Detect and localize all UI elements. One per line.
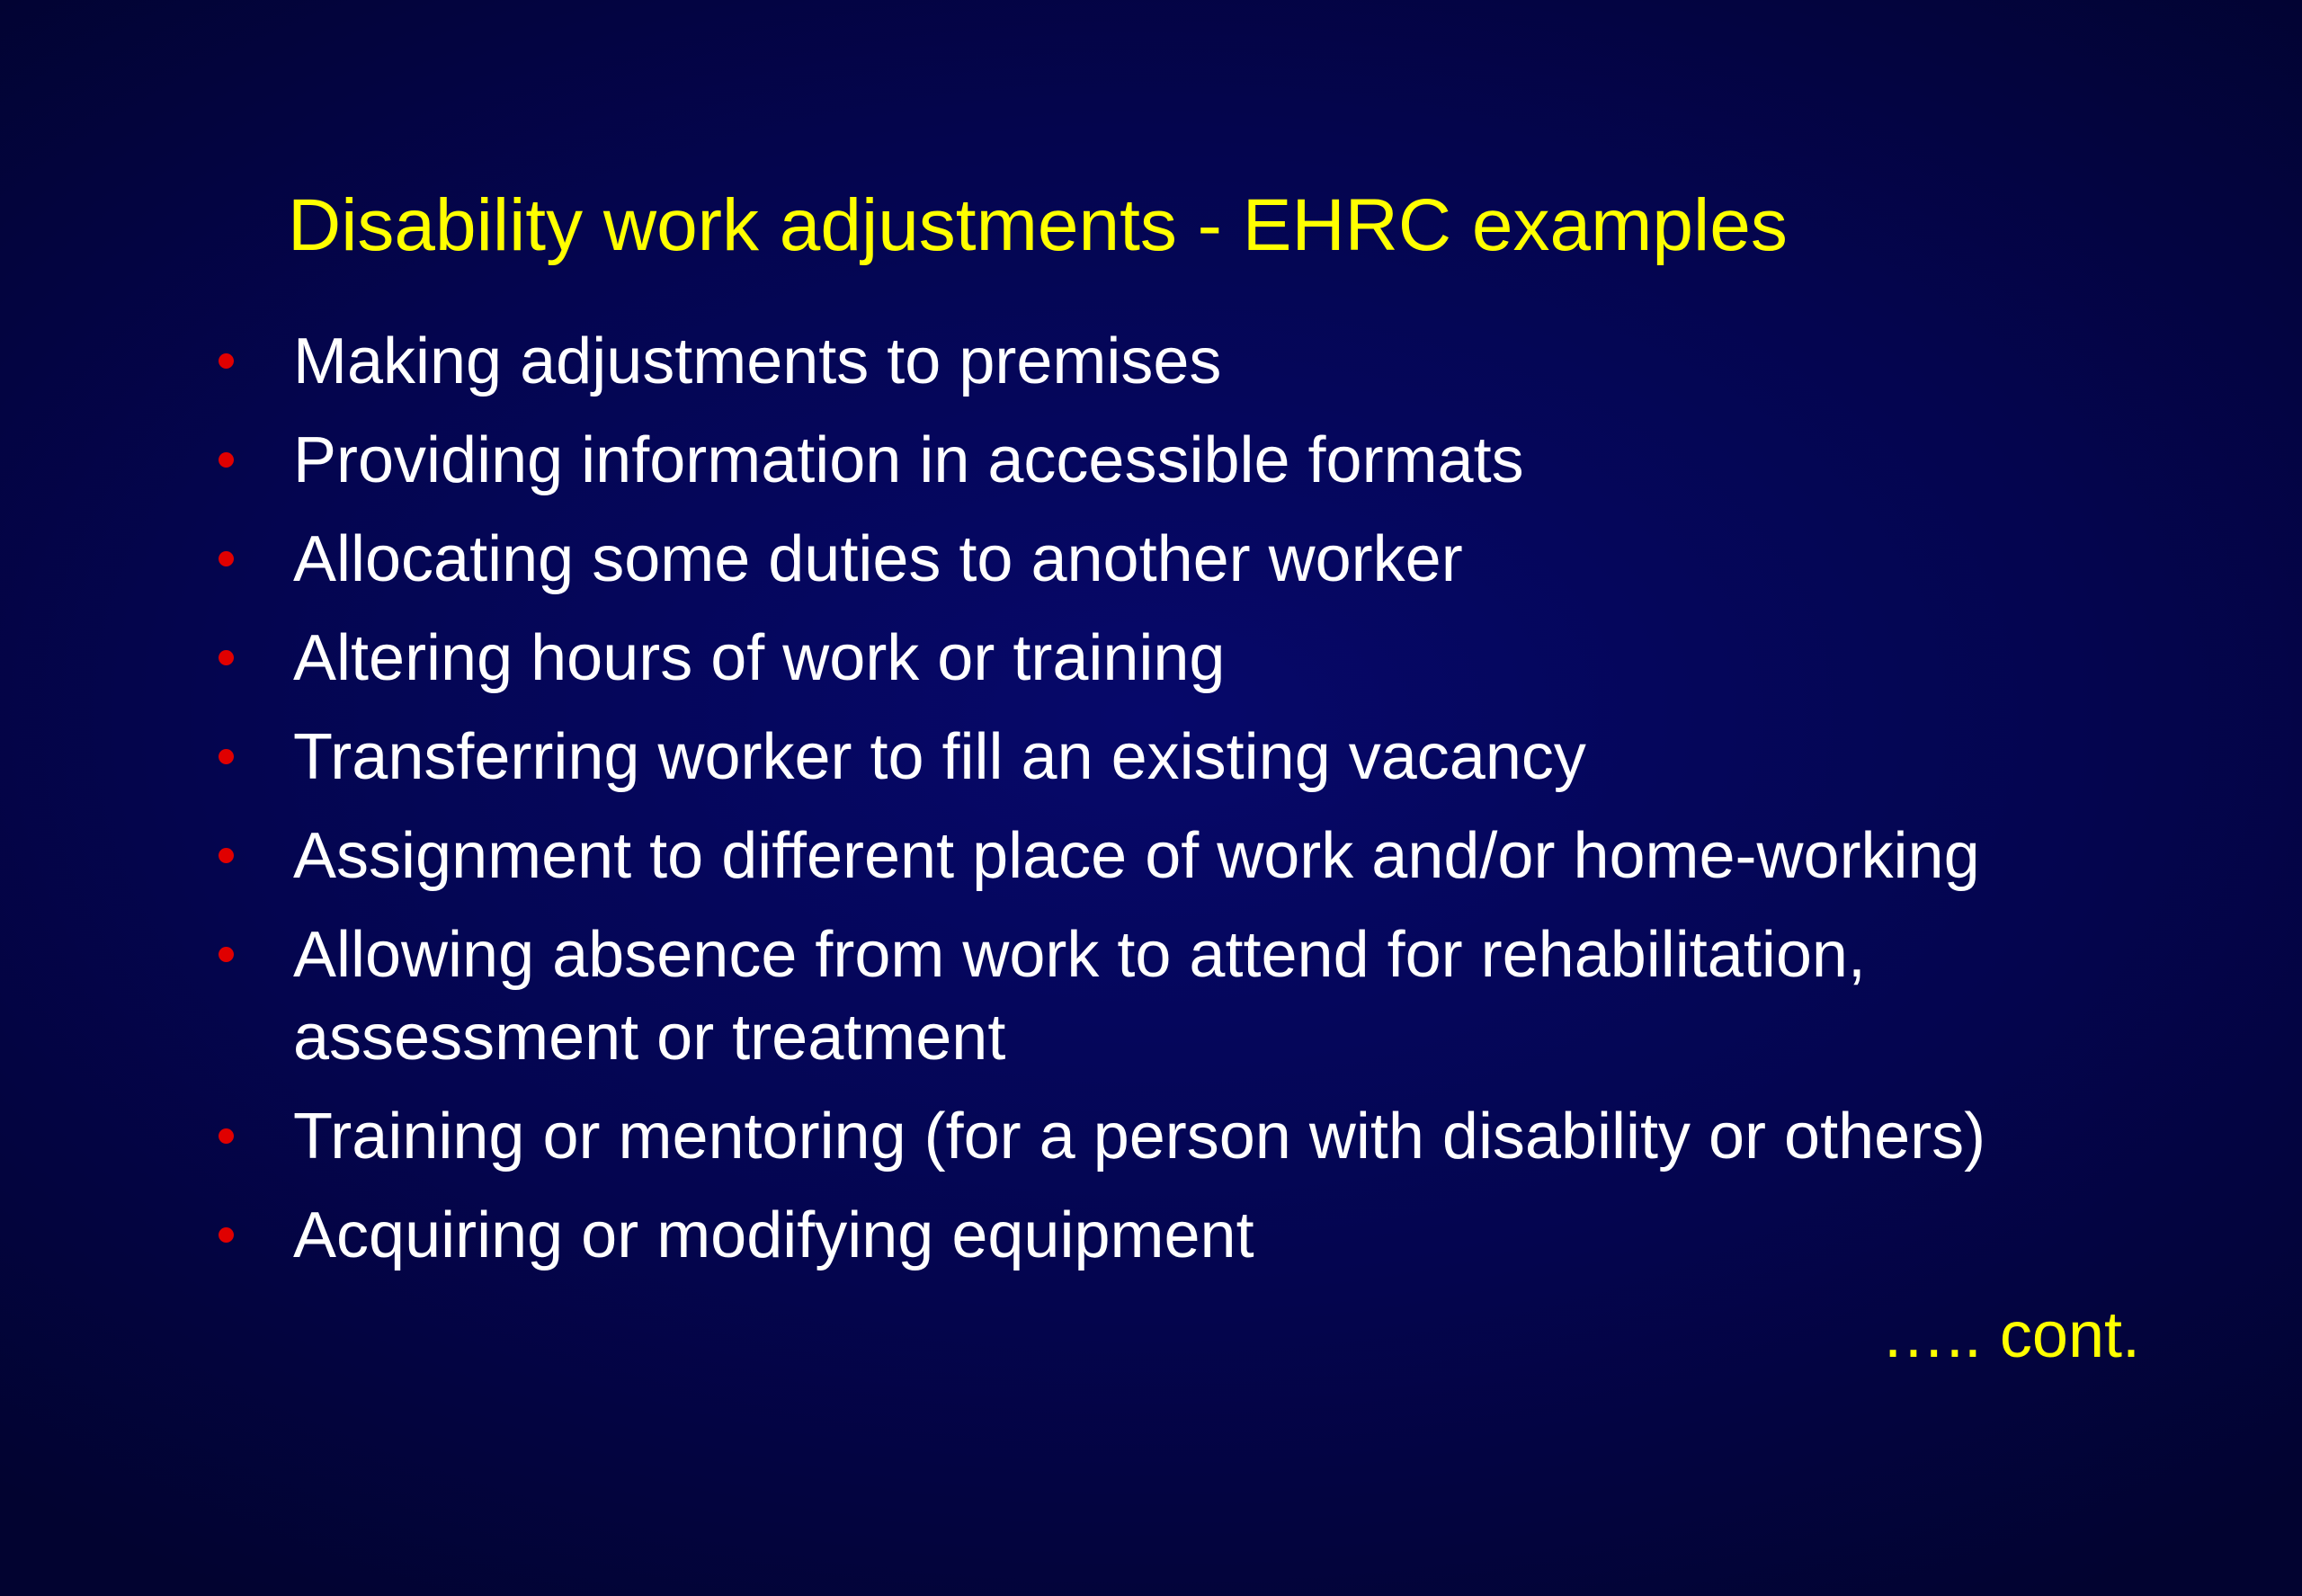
list-item-text: Assignment to different place of work and/or home-working — [293, 820, 1980, 892]
list-item-text: Allocating some duties to another worker — [293, 523, 1463, 595]
list-item — [207, 716, 1985, 798]
list-item — [207, 914, 1985, 1079]
bullet-icon — [219, 650, 234, 665]
list-item — [207, 815, 1985, 897]
list-item — [207, 419, 1985, 502]
bullet-icon — [219, 1227, 234, 1243]
bullet-icon — [219, 848, 234, 863]
list-item — [207, 1095, 1985, 1178]
list-item-text: Acquiring or modifying equipment — [293, 1199, 1254, 1271]
bullet-icon — [219, 1128, 234, 1144]
bullet-icon — [219, 353, 234, 369]
list-item-text: Making adjustments to premises — [293, 325, 1222, 397]
continuation-note: ….. cont. — [1880, 1299, 2140, 1371]
list-item — [207, 617, 1985, 700]
list-item-text: Providing information in accessible formats — [293, 424, 1524, 496]
bullet-icon — [219, 551, 234, 566]
bullet-list — [207, 320, 1985, 1293]
bullet-icon — [219, 452, 234, 468]
list-item-text: Transferring worker to fill an existing vacancy — [293, 721, 1586, 793]
list-item-text: Allowing absence from work to attend for rehabilitation, assessment or treatment — [293, 919, 1866, 1074]
bullet-icon — [219, 749, 234, 764]
slide-title: Disability work adjustments - EHRC examples — [288, 184, 1788, 266]
bullet-icon — [219, 947, 234, 962]
list-item-text: Altering hours of work or training — [293, 622, 1226, 694]
list-item — [207, 320, 1985, 403]
list-item — [207, 518, 1985, 601]
list-item — [207, 1194, 1985, 1277]
list-item-text: Training or mentoring (for a person with disability or others) — [293, 1101, 1986, 1172]
